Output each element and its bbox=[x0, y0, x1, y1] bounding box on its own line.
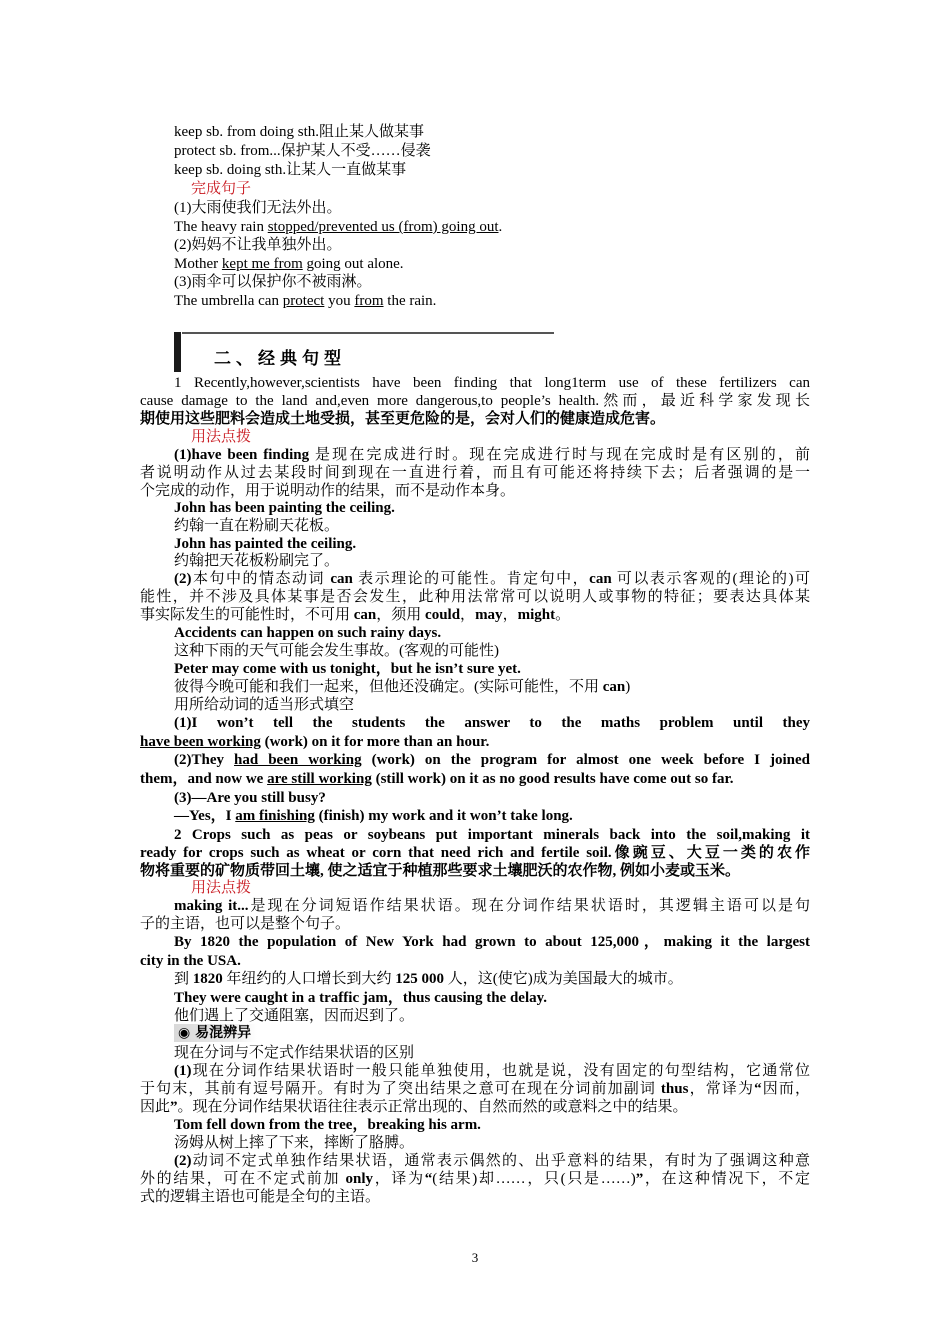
question-3-line1: (3)—Are you still busy? bbox=[174, 790, 326, 806]
diff-1-line1: (1)现在分词作结果状语时一般只能单独使用，也就是说，没有固定的句型结构，它通常位 bbox=[174, 1063, 810, 1079]
phrase-protect-from: protect sb. from...保护某人不受……侵袭 bbox=[174, 143, 431, 159]
diff-2-line1: (2)动词不定式单独作结果状语，通常表示偶然的、出乎意料的结果，有时为了强调这种意 bbox=[174, 1153, 810, 1169]
answer-blank: stopped/prevented us (from) going out bbox=[267, 219, 499, 235]
answer-blank: kept me from bbox=[221, 256, 303, 272]
diff-2-line2: 外的结果，可在不定式前加 only，译为“(结果)却……，只(只是……)”，在这种情况下，不定 bbox=[140, 1171, 810, 1187]
section-divider bbox=[182, 332, 554, 334]
note-1-line2: 者说明动作从过去某段时间到现在一直进行着，而且有可能还将持续下去；后者强调的是一 bbox=[140, 465, 810, 481]
section-title: 二、经典句型 bbox=[214, 349, 346, 369]
note-2-line1: (2)本句中的情态动词 can 表示理论的可能性。肯定句中，can 可以表示客观的(理论的)可 bbox=[174, 571, 810, 587]
phrase-keep-from: keep sb. from doing sth.阻止某人做某事 bbox=[174, 124, 424, 140]
sentence-2-line3: 物将重要的矿物质带回土壤, 使之适宜于种植那些要求土壤肥沃的农作物, 例如小麦或玉米。 bbox=[140, 863, 741, 879]
answer-blank: protect bbox=[282, 293, 325, 309]
example-7-translation: 汤姆从树上摔了下来，摔断了胳膊。 bbox=[174, 1135, 415, 1151]
exercise-3-answer: The umbrella can protect you from the rain. bbox=[174, 293, 437, 309]
answer-blank: had been working bbox=[234, 752, 362, 768]
subheading-usage-1: 用法点拨 bbox=[191, 429, 252, 445]
confusion-tag: ◉ 易混辨异 bbox=[174, 1024, 257, 1042]
example-5-line2: city in the USA. bbox=[140, 953, 241, 969]
exercise-2-chinese: (2)妈妈不让我单独外出。 bbox=[174, 237, 342, 253]
example-1-translation: 约翰一直在粉刷天花板。 bbox=[174, 518, 340, 534]
page-number: 3 bbox=[471, 1250, 479, 1265]
exercise-1-answer: The heavy rain stopped/prevented us (from) going out. bbox=[174, 219, 503, 235]
example-5-translation: 到 1820 年纽约的人口增长到大约 125 000 人，这(使它)成为美国最大的城市。 bbox=[174, 971, 683, 987]
fill-instruction: 用所给动词的适当形式填空 bbox=[174, 697, 355, 713]
diff-2-line3: 式的逻辑主语也可能是全句的主语。 bbox=[140, 1189, 381, 1205]
section-bar-icon bbox=[174, 332, 181, 372]
sentence-2-line2: ready for crops such as wheat or corn that need rich and fertile soil.像豌豆、大豆一类的农作 bbox=[140, 845, 810, 861]
subheading-complete-sentences: 完成句子 bbox=[191, 181, 252, 197]
question-2-line1: (2)They had been working (work) on the program for almost one week before I joined bbox=[174, 752, 811, 768]
example-6-translation: 他们遇上了交通阻塞，因而迟到了。 bbox=[174, 1008, 415, 1024]
diff-1-line3: 因此”。现在分词作结果状语往往表示正常出现的、自然而然的或意料之中的结果。 bbox=[140, 1099, 688, 1115]
exercise-3-chinese: (3)雨伞可以保护你不被雨淋。 bbox=[174, 274, 372, 290]
diff-heading: 现在分词与不定式作结果状语的区别 bbox=[174, 1045, 415, 1061]
example-3: Accidents can happen on such rainy days. bbox=[174, 625, 442, 641]
answer-blank: from bbox=[354, 293, 384, 309]
exercise-1-chinese: (1)大雨使我们无法外出。 bbox=[174, 200, 342, 216]
example-4-translation: 彼得今晚可能和我们一起来，但他还没确定。(实际可能性，不用 can) bbox=[174, 679, 631, 695]
question-2-line2: them，and now we are still working (still work) on it as no good results have come out so far. bbox=[140, 771, 734, 787]
example-1: John has been painting the ceiling. bbox=[174, 500, 395, 516]
example-6: They were caught in a traffic jam，thus causing the delay. bbox=[174, 990, 548, 1006]
question-1-line1: (1)I won’t tell the students the answer to the maths problem until they bbox=[174, 715, 810, 731]
example-2-translation: 约翰把天花板粉刷完了。 bbox=[174, 553, 340, 569]
answer-blank: are still working bbox=[267, 771, 372, 787]
note-1-line1: (1)have been finding 是现在完成进行时。现在完成进行时与现在完成时是有区别的，前 bbox=[174, 447, 810, 463]
example-4: Peter may come with us tonight，but he isn’t sure yet. bbox=[174, 661, 521, 677]
note-2-line2: 能性，并不涉及具体某事是否会发生，此种用法常常可以说明人或事物的特征；要表达具体某 bbox=[140, 589, 810, 605]
phrase-keep-doing: keep sb. doing sth.让某人一直做某事 bbox=[174, 162, 407, 178]
note-3-line1: making it...是现在分词短语作结果状语。现在分词作结果状语时，其逻辑主语可以是句 bbox=[174, 898, 810, 914]
example-5-line1: By 1820 the population of New York had grown to about 125,000，making it the largest bbox=[174, 934, 810, 950]
sentence-1-line3: 期使用这些肥料会造成土地受损，甚至更危险的是，会对人们的健康造成危害。 bbox=[140, 411, 666, 427]
example-2: John has painted the ceiling. bbox=[174, 536, 357, 552]
question-1-line2: have been working (work) on it for more than an hour. bbox=[140, 734, 490, 750]
answer-blank: am finishing bbox=[235, 808, 315, 824]
sentence-1-line1: 1 Recently,however,scientists have been finding that long1term use of these fertilizers can bbox=[174, 375, 810, 391]
note-2-line3: 事实际发生的可能性时，不可用 can，须用 could，may，might。 bbox=[140, 607, 571, 623]
example-3-translation: 这种下雨的天气可能会发生事故。(客观的可能性) bbox=[174, 643, 499, 659]
exercise-2-answer: Mother kept me from going out alone. bbox=[174, 256, 404, 272]
section-header bbox=[174, 330, 554, 374]
diff-1-line2: 于句末，其前有逗号隔开。有时为了突出结果之意可在现在分词前加副词 thus，常译为“因而， bbox=[140, 1081, 810, 1097]
sentence-1-line2: cause damage to the land and,even more dangerous,to people’s health.然而，最近科学家发现长 bbox=[140, 393, 810, 409]
subheading-usage-2: 用法点拨 bbox=[191, 880, 252, 896]
note-1-line3: 个完成的动作，用于说明动作的结果，而不是动作本身。 bbox=[140, 483, 516, 499]
question-3-line2: —Yes，I am finishing (finish) my work and it won’t take long. bbox=[174, 808, 573, 824]
sentence-2-line1: 2 Crops such as peas or soybeans put important minerals back into the soil,making it bbox=[174, 827, 810, 843]
answer-blank: have been working bbox=[140, 734, 261, 750]
note-3-line2: 子的主语，也可以是整个句子。 bbox=[140, 916, 351, 932]
example-7: Tom fell down from the tree，breaking his arm. bbox=[174, 1117, 481, 1133]
